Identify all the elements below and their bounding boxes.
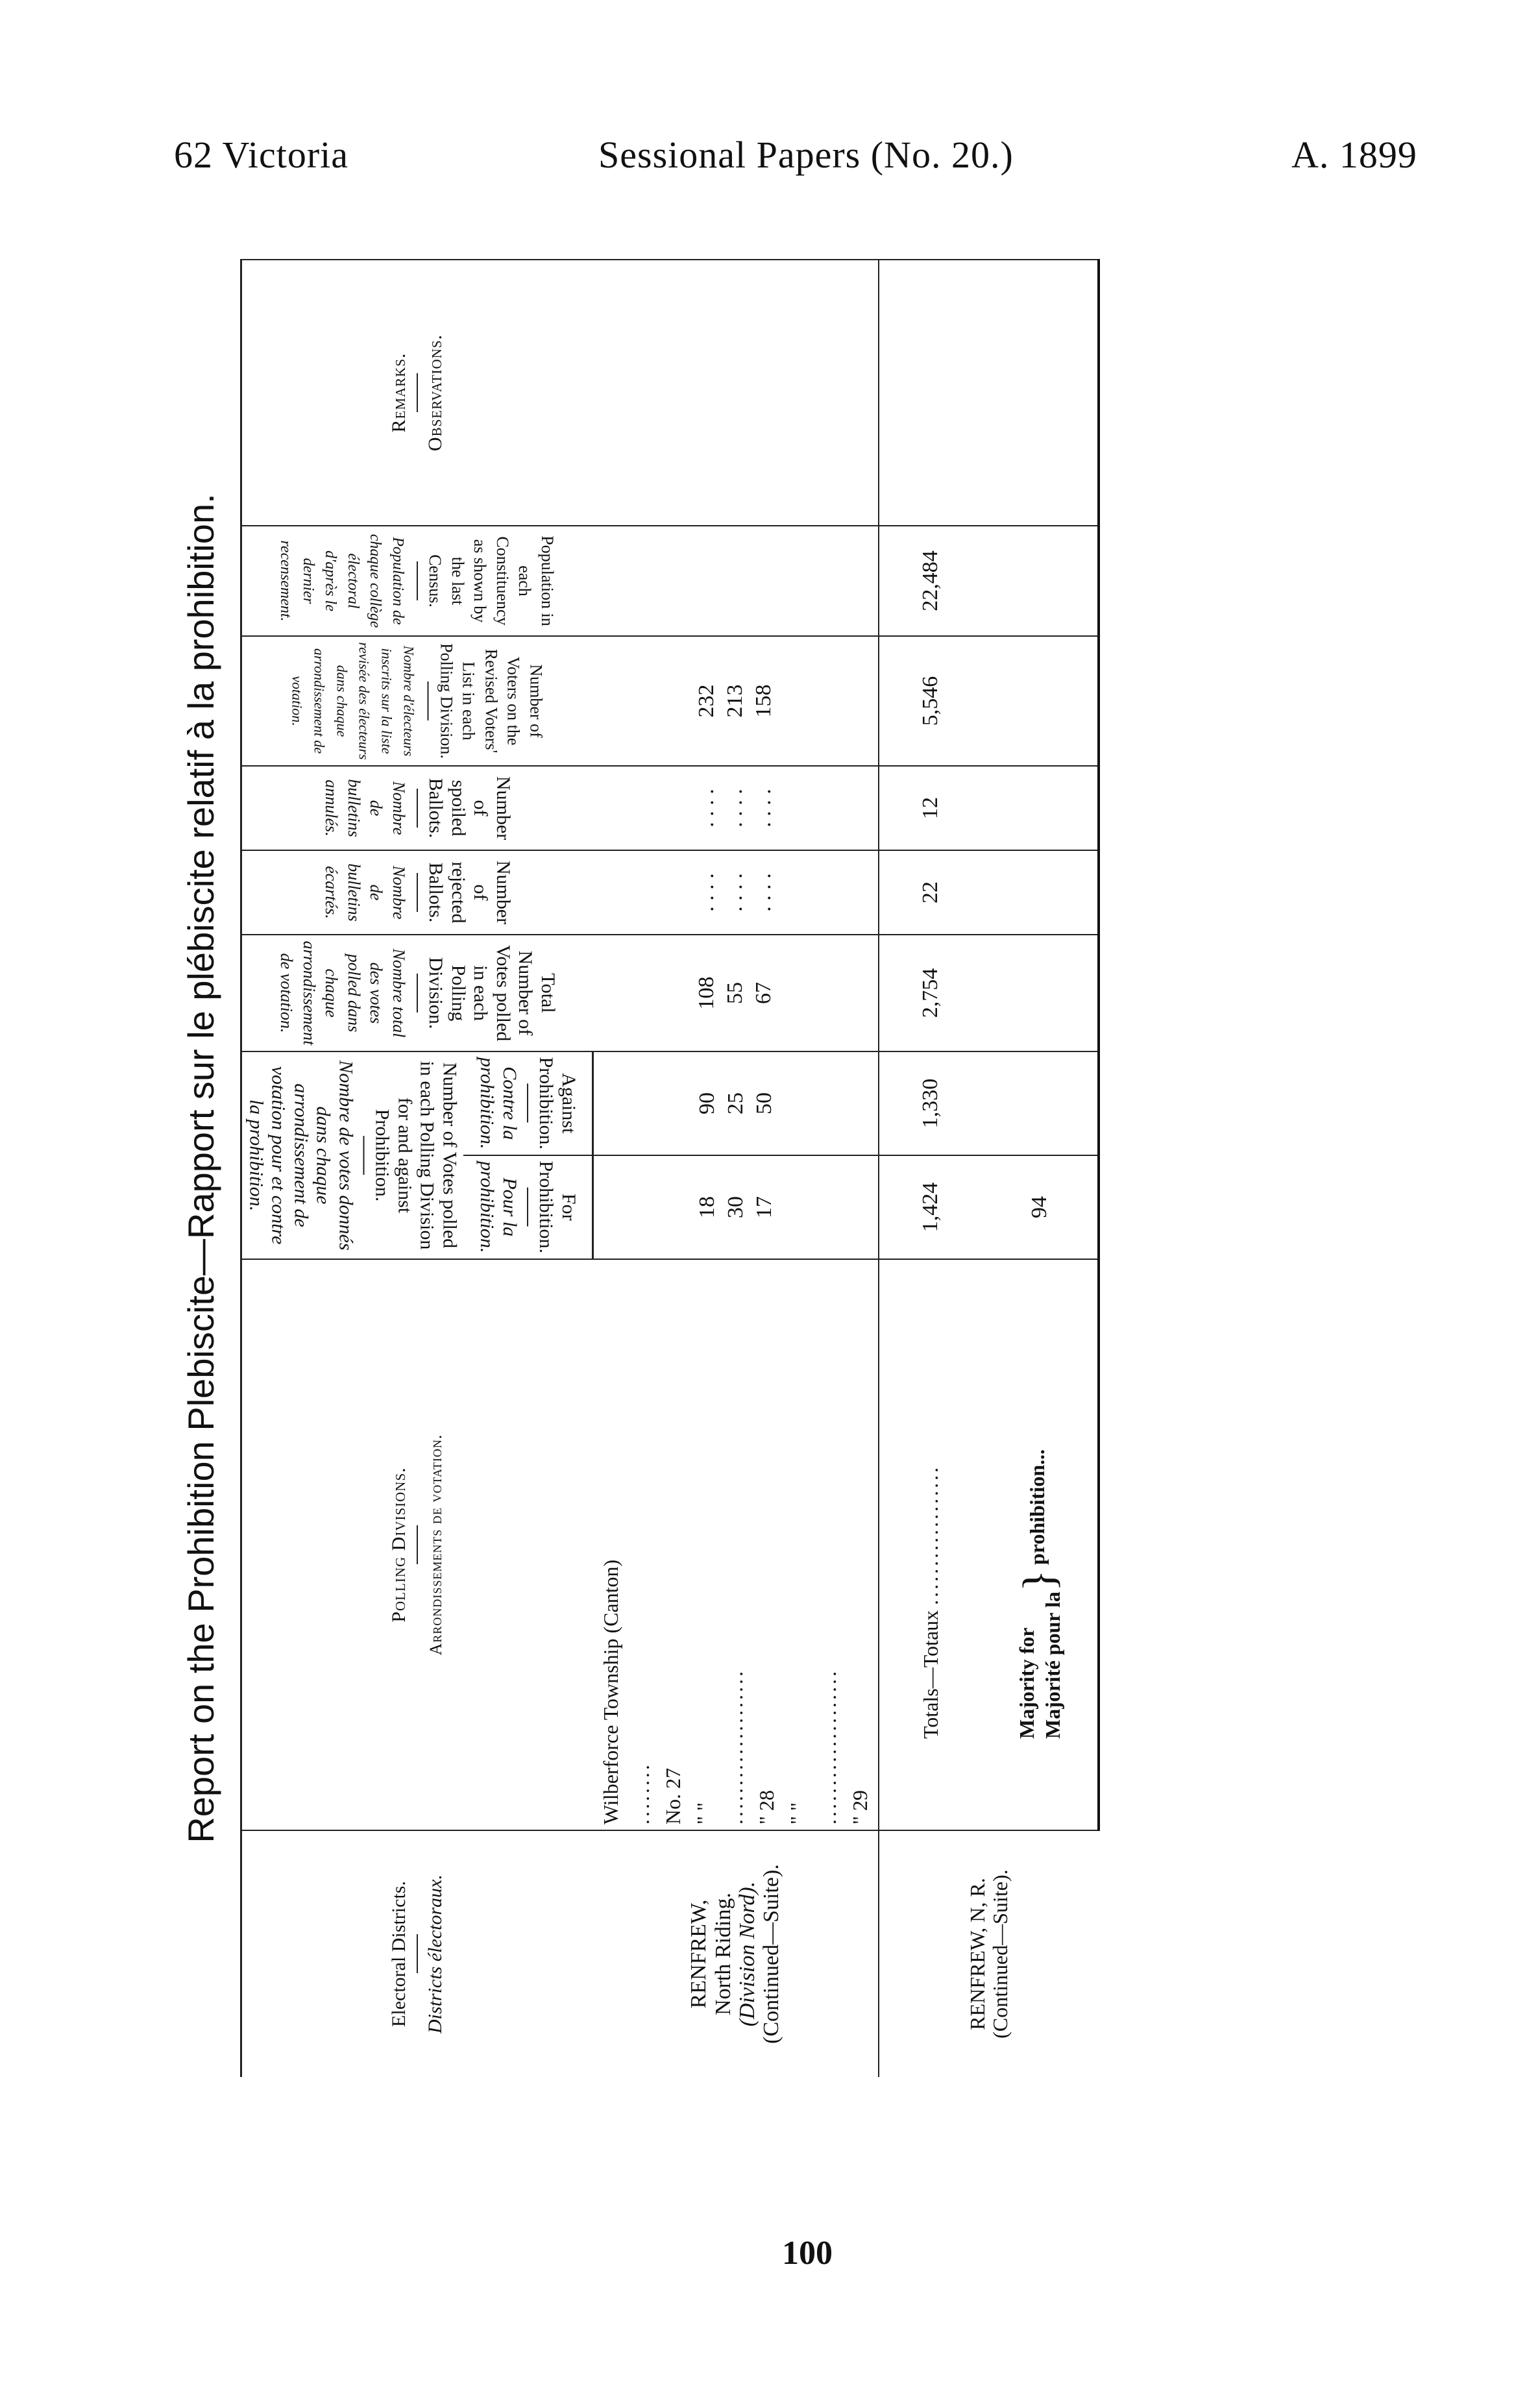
population-empty — [592, 526, 879, 636]
voters-value: 158 — [751, 684, 775, 718]
district-cell — [592, 1830, 879, 2077]
rejected-header-fr: Nombre de bulletins écartés. — [322, 863, 408, 922]
totals-district-cell — [879, 1830, 1099, 2077]
for-header-en: For Prohibition. — [535, 1161, 580, 1253]
voters-header-fr: Nombre d'électeurs inscrits sur la liste revisée des électeurs dans chaque arrondissement de votation. — [289, 642, 418, 760]
voters-list-header — [241, 636, 593, 766]
header-right: A. 1899 — [1291, 134, 1417, 176]
totals-label: Totals—Totaux — [918, 1610, 942, 1739]
for-value: 18 — [694, 1196, 719, 1218]
polling-header-en: Polling Divisions. — [387, 1467, 409, 1623]
rejected-ballots-header — [241, 850, 593, 935]
header-left: 62 Victoria — [174, 134, 348, 176]
against-values — [592, 1051, 879, 1155]
division-rows — [592, 260, 879, 2077]
majority-label-en: Majority for — [1015, 1627, 1038, 1739]
spoiled-ballots-header — [241, 766, 593, 850]
spoiled-values: . . . . . . . . . . . . — [592, 766, 879, 850]
district-riding: North Riding. — [711, 1893, 735, 2015]
division-number: No. 27 — [661, 1767, 685, 1824]
header-row — [241, 260, 463, 2077]
majority-label-fr: Majorité pour la — [1041, 1591, 1064, 1739]
against-header-en: Against Prohibition. — [535, 1057, 580, 1149]
majority-value: 94 — [982, 1155, 1099, 1259]
remarks-empty — [592, 260, 879, 526]
for-value: 30 — [723, 1196, 748, 1218]
population-header — [241, 526, 593, 636]
total-value: 108 — [694, 976, 718, 1010]
table-row: Wilberforce Township (Canton) ........ No. 27 — [595, 1265, 689, 1824]
against-header-fr: Contre la prohibition. — [476, 1057, 520, 1149]
totals-against: 1,330 — [879, 1051, 982, 1155]
total-value: 67 — [751, 982, 775, 1004]
majority-row — [982, 260, 1099, 2077]
report-title: Report on the Prohibition Plebiscite—Rapport sur le plébiscite relatif à la prohibition. — [180, 493, 221, 1843]
remarks-header-fr: Observations. — [424, 334, 446, 452]
page-number: 100 — [782, 2235, 833, 2272]
electoral-header-en: Electoral Districts. — [387, 1881, 409, 2027]
spoiled-header-en: Number of spoiled Ballots. — [425, 776, 514, 841]
totals-population: 22,484 — [879, 526, 982, 636]
total-values — [592, 935, 879, 1051]
district-continued: (Continued—Suite). — [759, 1864, 784, 2044]
totals-rejected: 22 — [879, 850, 982, 935]
for-prohibition-header — [463, 1155, 593, 1259]
voters-header-en: Number of Voters on the Revised Voters' List in each Polling Division. — [437, 643, 546, 759]
against-value: 90 — [694, 1092, 719, 1114]
for-header-fr: Pour la prohibition. — [476, 1161, 520, 1253]
voters-value: 232 — [694, 684, 718, 718]
voters-value: 213 — [723, 684, 747, 718]
remarks-header — [241, 260, 593, 526]
votes-group-fr: Nombre de votes donnés dans chaque arrondissement de votation pour et contre la prohibition. — [245, 1060, 357, 1251]
totals-district-name: RENFREW, N, R. — [965, 1878, 989, 2030]
majority-label-cell: Majority for Majorité pour la } prohibition... — [982, 1259, 1099, 1830]
electoral-header-fr: Districts électoraux. — [424, 1874, 446, 2033]
polling-header-fr: Arrondissements de votation. — [426, 1434, 445, 1656]
totals-remarks — [879, 260, 982, 526]
total-header-en: Total Number of Votes polled in each Polling Division. — [425, 944, 559, 1042]
polling-divisions-header — [241, 1259, 593, 1830]
totals-label-cell: Totals—Totaux .................. — [879, 1259, 982, 1830]
totals-voters: 5,546 — [879, 636, 982, 766]
total-header-fr: Nombre total des votes polled dans chaque arrondissement de votation. — [277, 940, 408, 1046]
division-name: " " — [692, 1802, 716, 1824]
table-row: " " .................... " 29 — [782, 1265, 875, 1824]
rotated-report-sheet — [169, 260, 1103, 2077]
votes-group-header — [241, 1051, 463, 1259]
totals-total: 2,754 — [879, 935, 982, 1051]
electoral-districts-header — [241, 1830, 593, 2077]
plebiscite-table — [240, 259, 1100, 2077]
majority-label-suffix: prohibition — [1025, 1464, 1049, 1565]
against-prohibition-header — [463, 1051, 593, 1155]
division-name: " " — [786, 1802, 809, 1824]
header-center: Sessional Papers (No. 20.) — [598, 134, 1014, 176]
spoiled-header-fr: Nombre de bulletins annulés. — [322, 779, 408, 837]
division-number: " 29 — [848, 1789, 872, 1824]
for-values — [592, 1155, 879, 1259]
totals-row — [879, 260, 982, 2077]
total-value: 55 — [723, 982, 747, 1004]
totals-for: 1,424 — [879, 1155, 982, 1259]
votes-group-en: Number of Votes polled in each Polling Division for and against Prohibition. — [372, 1061, 461, 1250]
table-row: " " .................... " 28 — [689, 1265, 782, 1824]
division-number: " 28 — [755, 1789, 778, 1824]
polling-division-list — [592, 1259, 879, 1830]
rejected-header-en: Number of rejected Ballots. — [425, 860, 514, 925]
total-votes-header — [241, 935, 593, 1051]
remarks-header-en: Remarks. — [387, 352, 409, 433]
district-name: RENFREW, — [687, 1899, 711, 2009]
for-value: 17 — [751, 1196, 776, 1218]
rejected-values: . . . . . . . . . . . . — [592, 850, 879, 935]
against-value: 25 — [723, 1092, 748, 1114]
against-value: 50 — [751, 1092, 776, 1114]
population-header-fr: Population de chaque collège électoral d'après le dernier recensement. — [277, 534, 406, 628]
district-riding-fr: (Division Nord). — [735, 1881, 759, 2027]
totals-district-continued: (Continued—Suite). — [988, 1869, 1012, 2039]
totals-spoiled: 12 — [879, 766, 982, 850]
voters-values — [592, 636, 879, 766]
population-header-en: Population in each Constituency as shown by the last Census. — [426, 535, 557, 626]
division-name: Wilberforce Township (Canton) — [599, 1559, 622, 1824]
